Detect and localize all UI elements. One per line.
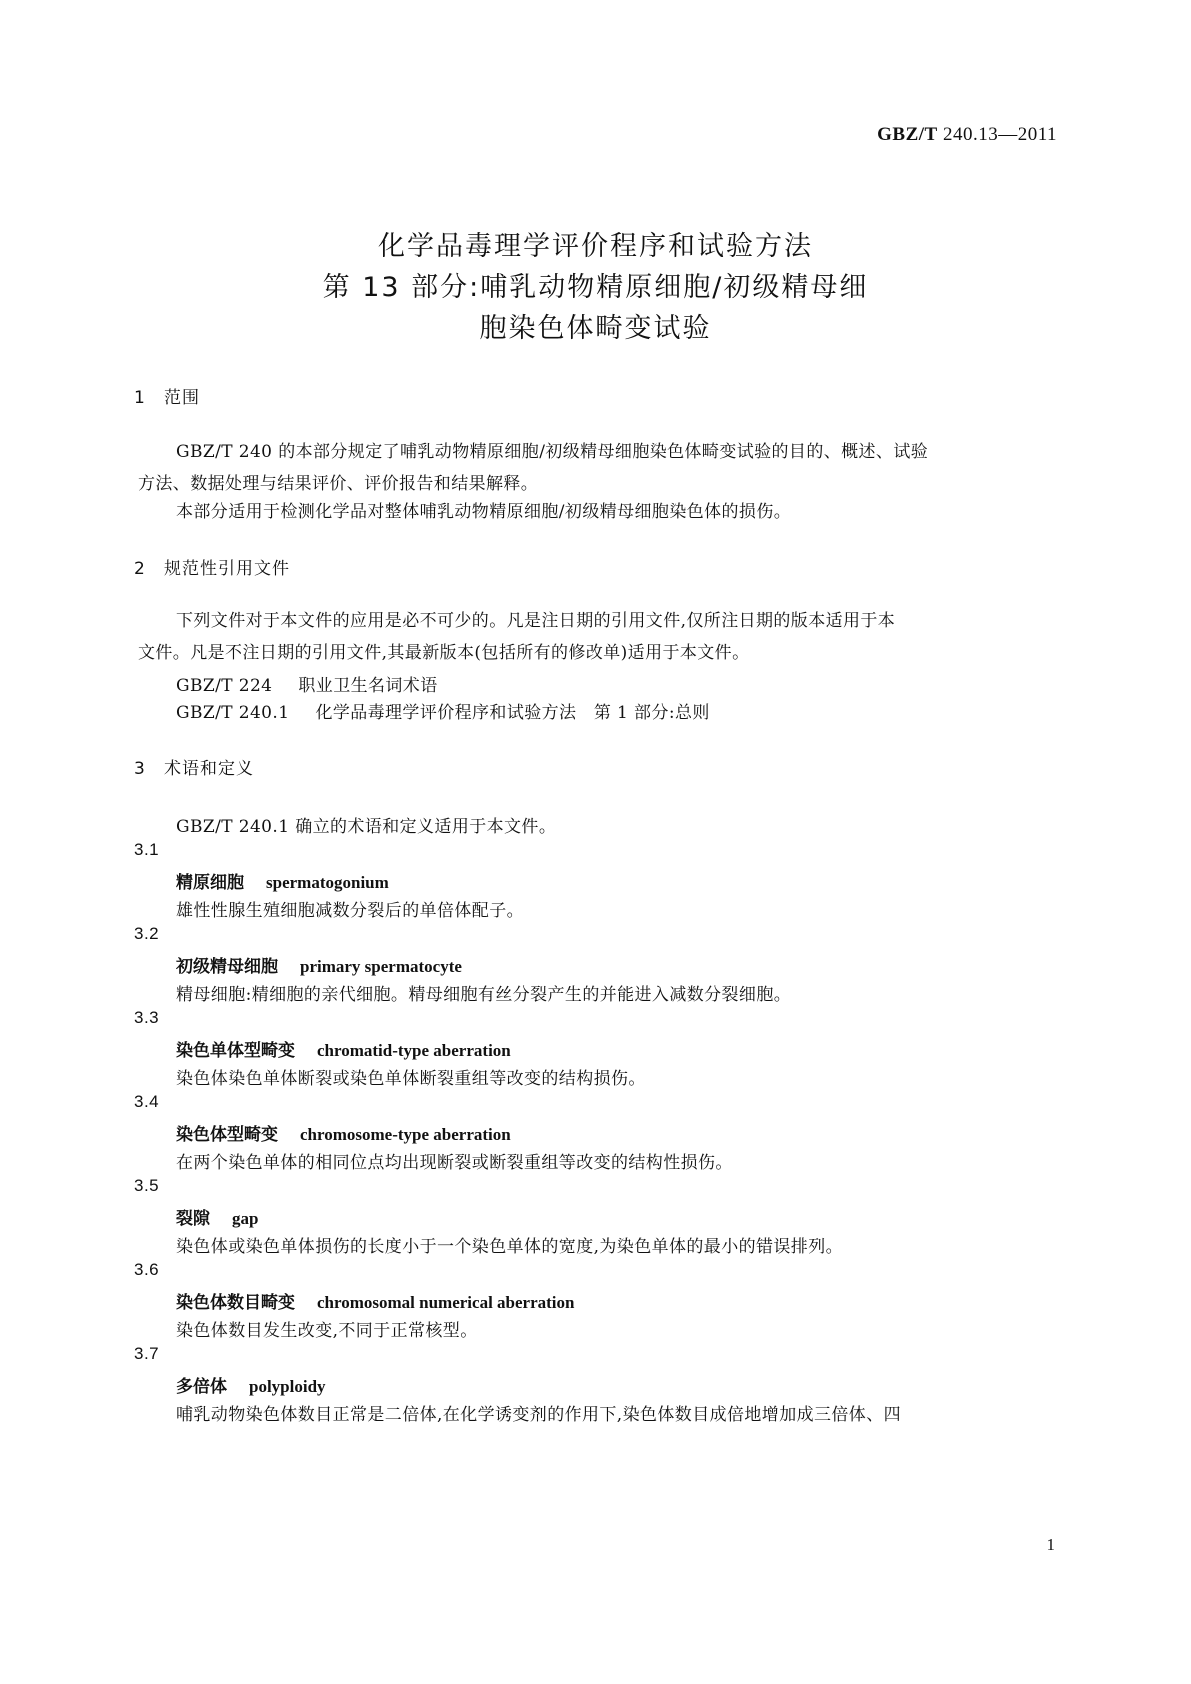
term-zh: 染色体数目畸变 — [176, 1293, 295, 1313]
standard-number: 240.13—2011 — [937, 124, 1057, 145]
section-title: 术语和定义 — [164, 759, 254, 779]
term-zh: 初级精母细胞 — [176, 957, 278, 977]
section-number: 2 — [134, 559, 146, 579]
term-definition: 精母细胞:精细胞的亲代细胞。精母细胞有丝分裂产生的并能进入减数分裂细胞。 — [176, 985, 792, 1005]
reference-code: GBZ/T 224 — [176, 676, 273, 696]
term-definition: 哺乳动物染色体数目正常是二倍体,在化学诱变剂的作用下,染色体数目成倍地增加成三倍体、四 — [176, 1405, 902, 1425]
term-zh: 裂隙 — [176, 1209, 210, 1229]
term-zh: 精原细胞 — [176, 873, 244, 893]
paragraph-line: 下列文件对于本文件的应用是必不可少的。凡是注日期的引用文件,仅所注日期的版本适用于本 — [176, 611, 896, 631]
term-name — [176, 1288, 574, 1313]
term-en: chromatid-type aberration — [317, 1041, 511, 1060]
standard-prefix: GBZ/T — [877, 124, 938, 145]
scope-paragraph-1 — [138, 436, 1058, 500]
paragraph-line: 本部分适用于检测化学品对整体哺乳动物精原细胞/初级精母细胞染色体的损伤。 — [176, 502, 792, 522]
term-definition: 染色体数目发生改变,不同于正常核型。 — [176, 1321, 478, 1341]
term-number: 3.6 — [134, 1260, 160, 1279]
term-number: 3.4 — [134, 1092, 160, 1111]
term-name — [176, 868, 389, 893]
section-heading-normative-references — [134, 554, 290, 579]
paragraph-line: GBZ/T 240 的本部分规定了哺乳动物精原细胞/初级精母细胞染色体畸变试验的目的、概述、试验 — [176, 442, 929, 462]
scope-paragraph-2 — [138, 496, 1058, 528]
title-line-2: 第 13 部分:哺乳动物精原细胞/初级精母细 — [322, 272, 869, 303]
term-definition: 染色体染色单体断裂或染色单体断裂重组等改变的结构损伤。 — [176, 1069, 646, 1089]
term-zh: 染色单体型畸变 — [176, 1041, 295, 1061]
reference-title: 职业卫生名词术语 — [298, 676, 438, 696]
section-title: 范围 — [164, 388, 200, 408]
section-heading-terms-definitions — [134, 754, 254, 779]
section-number: 3 — [134, 759, 146, 779]
term-en: chromosomal numerical aberration — [317, 1293, 575, 1312]
term-definition: 雄性性腺生殖细胞减数分裂后的单倍体配子。 — [176, 901, 524, 921]
term-name — [176, 952, 462, 977]
term-name — [176, 1036, 511, 1061]
term-definition: 在两个染色单体的相同位点均出现断裂或断裂重组等改变的结构性损伤。 — [176, 1153, 733, 1173]
paragraph-line: 方法、数据处理与结果评价、评价报告和结果解释。 — [138, 474, 539, 494]
term-en: spermatogonium — [266, 873, 389, 892]
reference-code: GBZ/T 240.1 — [176, 703, 290, 723]
section-heading-scope — [134, 383, 200, 408]
term-number: 3.5 — [134, 1176, 160, 1195]
term-en: gap — [232, 1209, 259, 1228]
term-name — [176, 1204, 258, 1229]
paragraph-line: 文件。凡是不注日期的引用文件,其最新版本(包括所有的修改单)适用于本文件。 — [138, 643, 750, 663]
reference-item — [176, 698, 710, 723]
term-en: chromosome-type aberration — [300, 1125, 511, 1144]
section-title: 规范性引用文件 — [164, 559, 290, 579]
term-number: 3.3 — [134, 1008, 160, 1027]
term-en: primary spermatocyte — [300, 957, 462, 976]
title-line-1: 化学品毒理学评价程序和试验方法 — [378, 231, 813, 262]
standard-code — [877, 124, 1057, 146]
document-title — [0, 226, 1191, 349]
title-line-3: 胞染色体畸变试验 — [479, 313, 712, 344]
term-zh: 多倍体 — [176, 1377, 227, 1397]
section-number: 1 — [134, 388, 146, 408]
terms-intro: GBZ/T 240.1 确立的术语和定义适用于本文件。 — [176, 817, 557, 837]
term-name — [176, 1120, 511, 1145]
term-definition: 染色体或染色单体损伤的长度小于一个染色单体的宽度,为染色单体的最小的错误排列。 — [176, 1237, 844, 1257]
term-name — [176, 1372, 326, 1397]
term-number: 3.1 — [134, 840, 160, 859]
term-number: 3.2 — [134, 924, 160, 943]
reference-title: 化学品毒理学评价程序和试验方法 第 1 部分:总则 — [315, 703, 710, 723]
references-paragraph — [138, 605, 1058, 669]
page-number: 1 — [1046, 1535, 1055, 1554]
term-en: polyploidy — [249, 1377, 326, 1396]
term-zh: 染色体型畸变 — [176, 1125, 278, 1145]
term-number: 3.7 — [134, 1344, 160, 1363]
reference-item — [176, 671, 438, 696]
